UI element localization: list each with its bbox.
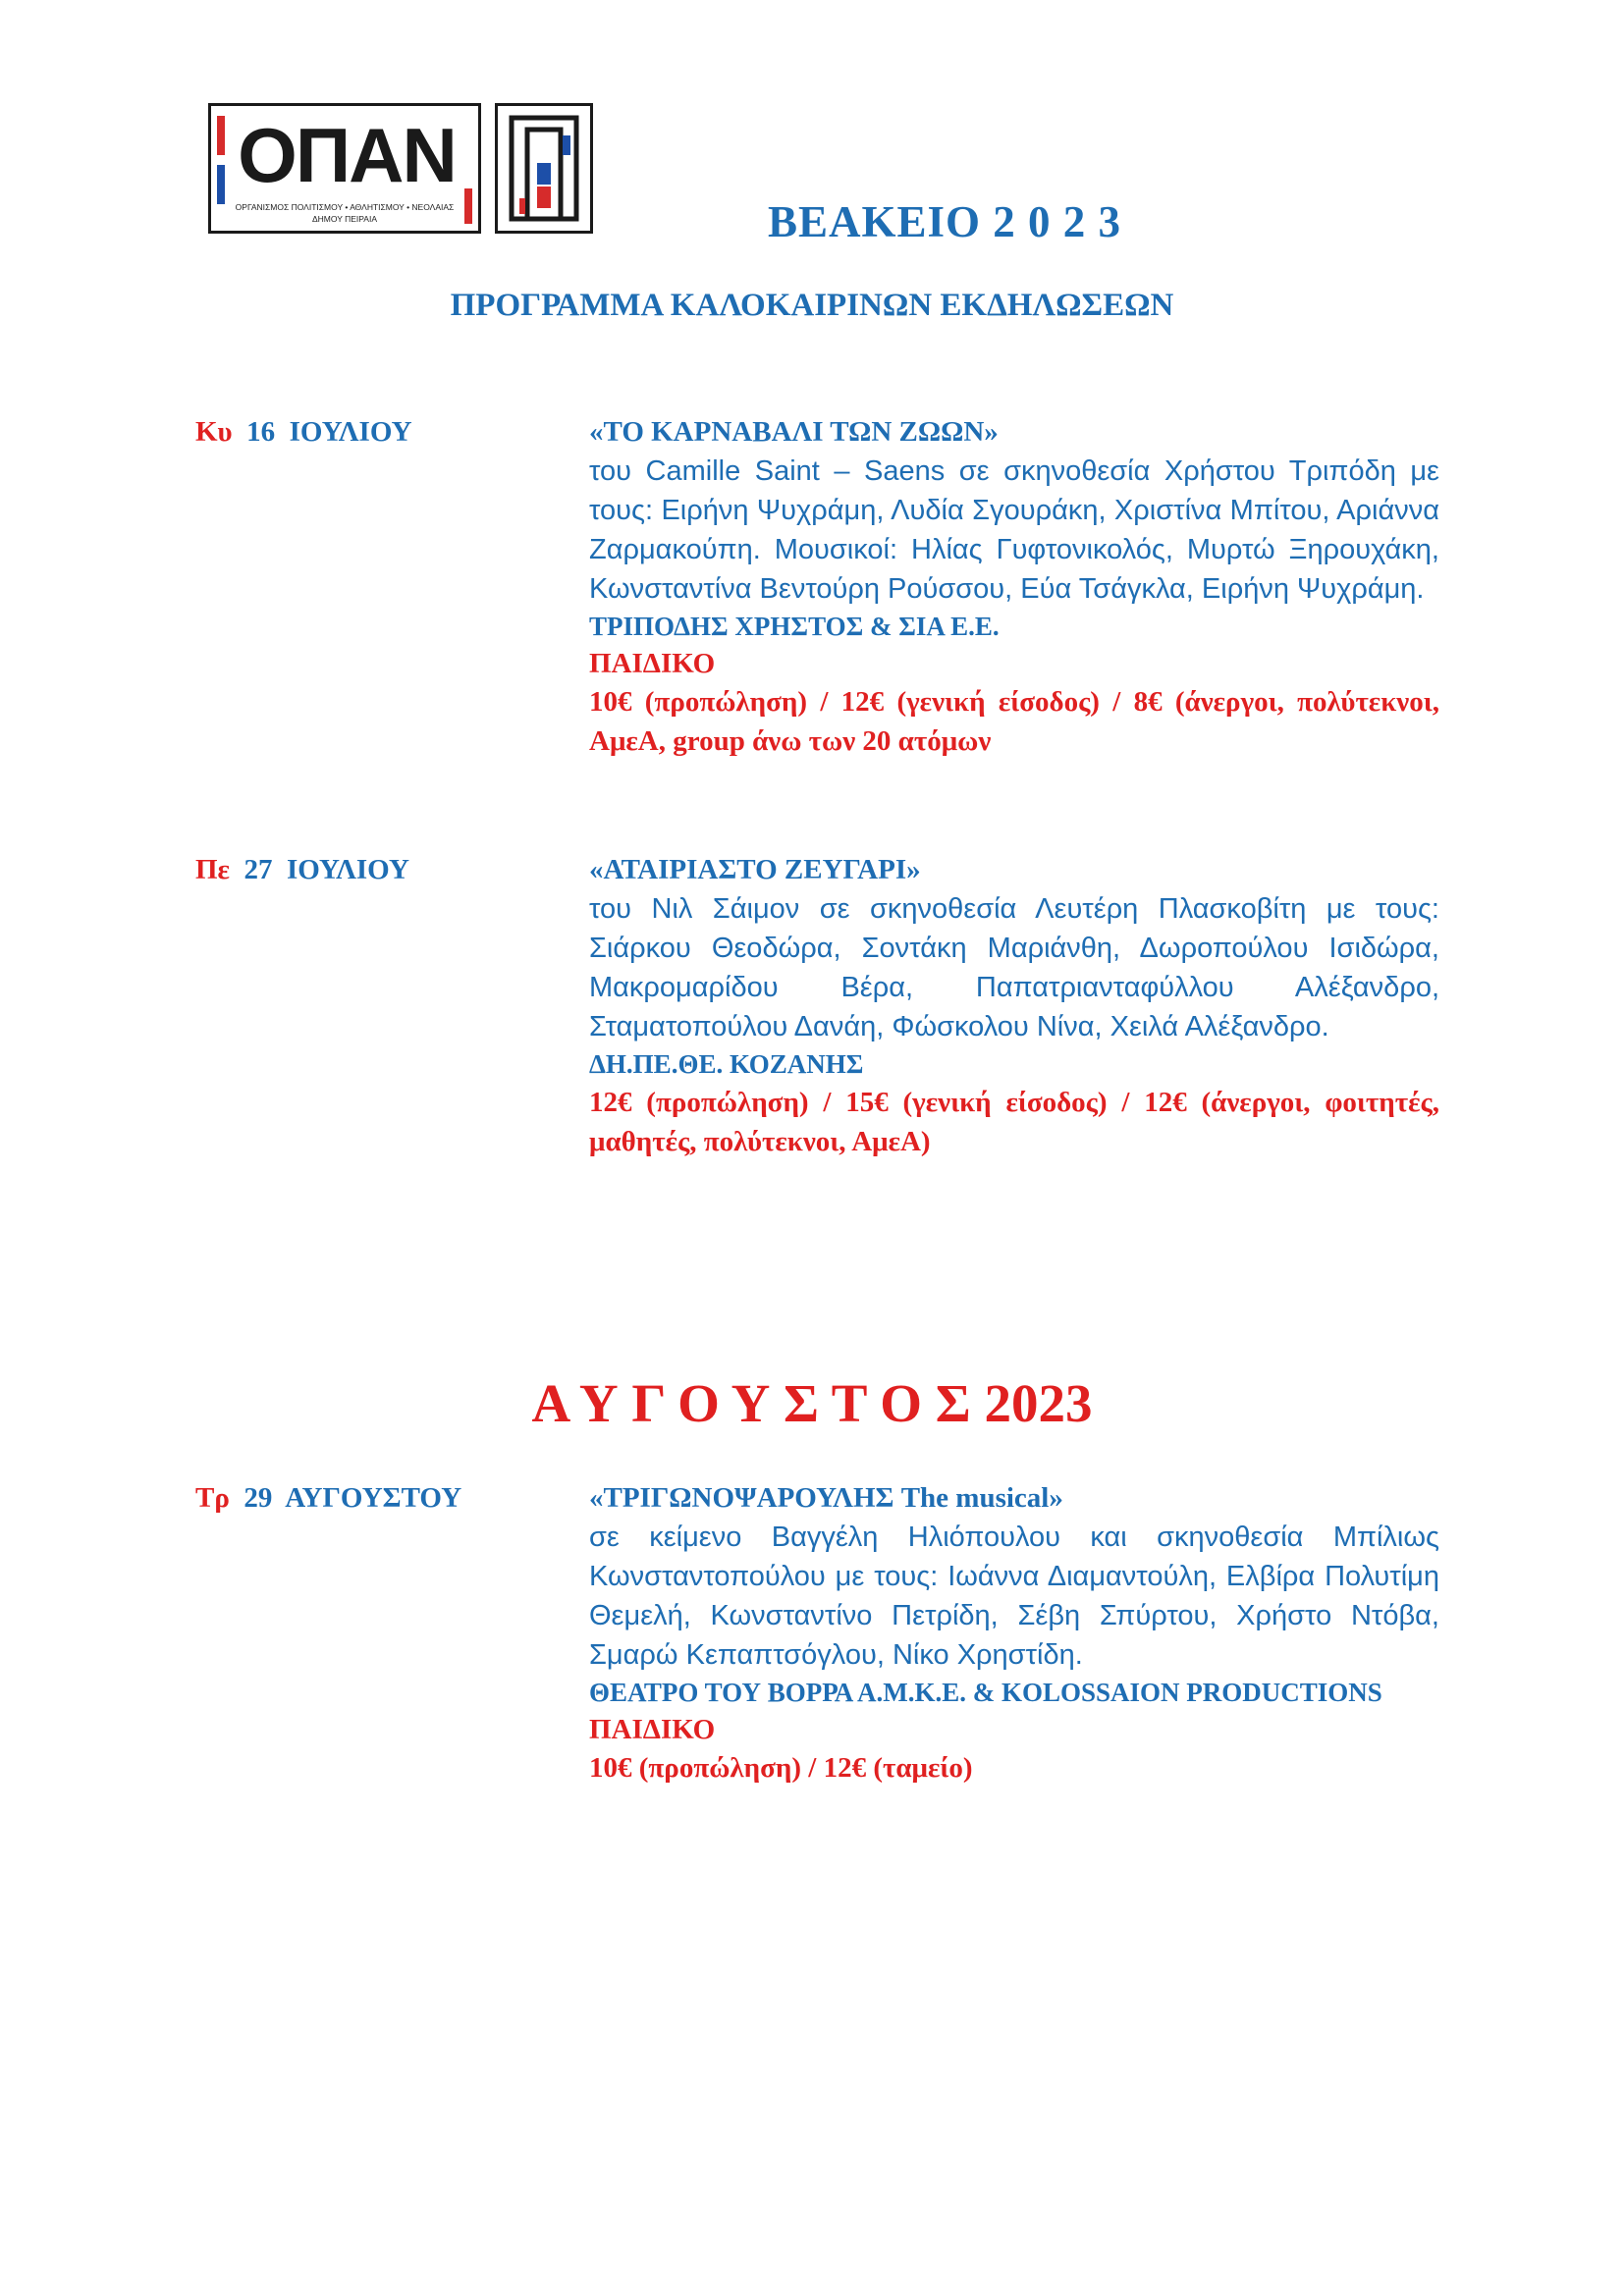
event-day-of-week: Τρ bbox=[195, 1482, 230, 1514]
event-price: 12€ (προπώληση) / 15€ (γενική είσοδος) / 12€ (άνεργοι, φοιτητές, μαθητές, πολύτεκνοι, ΑμεΑ) bbox=[589, 1087, 1439, 1157]
logo-stripe bbox=[217, 116, 225, 155]
event-date-label: 27 ΙΟΥΛΙΟΥ bbox=[244, 854, 409, 885]
logo-subtitle: ΔΗΜΟΥ ΠΕΙΡΑΙΑ bbox=[311, 214, 378, 224]
event-title: «ΑΤΑΙΡΙΑΣΤΟ ΖΕΥΓΑΡΙ» bbox=[589, 854, 921, 885]
event-producer: ΔΗ.ΠΕ.ΘΕ. ΚΟΖΑΝΗΣ bbox=[589, 1049, 864, 1079]
event-price: 10€ (προπώληση) / 12€ (ταμείο) bbox=[589, 1752, 973, 1784]
event-producer: ΘΕΑΤΡΟ ΤΟΥ ΒΟΡΡΑ Α.Μ.Κ.Ε. & KOLOSSAION PRODUCTIONS bbox=[589, 1678, 1382, 1707]
event-tag: ΠΑΙΔΙΚΟ bbox=[589, 1714, 716, 1745]
event-date bbox=[195, 416, 412, 449]
event-body bbox=[589, 850, 1439, 1161]
event-date bbox=[195, 1482, 461, 1515]
logo-subtitle: ΟΡΓΑΝΙΣΜΟΣ ΠΟΛΙΤΙΣΜΟΥ • ΑΘΛΗΤΙΣΜΟΥ • ΝΕΟΛΑΙΑΣ bbox=[235, 202, 455, 212]
page-subtitle: ΠΡΟΓΡΑΜΜΑ ΚΑΛΟΚΑΙΡΙΝΩΝ ΕΚΔΗΛΩΣΕΩΝ bbox=[450, 288, 1174, 323]
month-heading: Α Υ Γ Ο Υ Σ Τ Ο Σ 2023 bbox=[531, 1373, 1093, 1433]
event-price: 10€ (προπώληση) / 12€ (γενική είσοδος) / 8€ (άνεργοι, πολύτεκνοι, ΑμεΑ, group άνω των 20 ατόμων bbox=[589, 686, 1439, 757]
event-title: «ΤΡΙΓΩΝΟΨΑΡΟΥΛΗΣ The musical» bbox=[589, 1482, 1063, 1514]
event-day-of-week: Κυ bbox=[195, 416, 233, 448]
page-title: ΒΕΑΚΕΙΟ 2 0 2 3 bbox=[767, 197, 1122, 246]
event-date-label: 29 ΑΥΓΟΥΣΤΟΥ bbox=[244, 1482, 462, 1514]
event-date bbox=[195, 854, 409, 886]
event-producer: ΤΡΙΠΟΔΗΣ ΧΡΗΣΤΟΣ & ΣΙΑ Ε.Ε. bbox=[589, 612, 1000, 641]
event-title: «ΤΟ ΚΑΡΝΑΒΑΛΙ ΤΩΝ ΖΩΩΝ» bbox=[589, 416, 999, 448]
event-day-of-week: Πε bbox=[195, 854, 230, 885]
event-body bbox=[589, 1478, 1439, 1788]
event-date-label: 16 ΙΟΥΛΙΟΥ bbox=[246, 416, 412, 448]
event-description: του Νιλ Σάιμον σε σκηνοθεσία Λευτέρη Πλασκοβίτη με τους: Σιάρκου Θεοδώρα, Σοντάκη Μαριάνθη, Δωροπούλου Ισιδώρα, Μακρομαρίδου Βέρα, Παπατριανταφύλλου Αλέξανδρο, Σταματοπούλου Δανάη, Φώσκολου Νίνα, Χειλά Αλέξανδρο. bbox=[589, 893, 1439, 1042]
event-description: του Camille Saint – Saens σε σκηνοθεσία Χρήστου Τριπόδη με τους: Ειρήνη Ψυχράμη, Λυδία Σγουράκη, Χριστίνα Μπίτου, Αριάννα Ζαρμακούπη. Μουσικοί: Ηλίας Γυφτονικολός, Μυρτώ Ξηρουχάκη, Κωνσταντίνα Βεντούρη Ρούσσου, Εύα Τσάγκλα, Ειρήνη Ψυχράμη. bbox=[589, 455, 1439, 605]
logo-wordmark: ΟΠΑΝ bbox=[238, 112, 456, 198]
event-description: σε κείμενο Βαγγέλη Ηλιόπουλου και σκηνοθεσία Μπίλιως Κωνσταντοπούλου με τους: Ιωάννα Διαμαντούλη, Ελβίρα Πολυτίμη Θεμελή, Κωνσταντίνο Πετρίδη, Σέβη Σπύρτου, Χρήστο Ντόβα, Σμαρώ Κεπαπτσόγλου, Νίκο Χρηστίδη. bbox=[589, 1522, 1439, 1671]
event-body bbox=[589, 412, 1439, 761]
event-tag: ΠΑΙΔΙΚΟ bbox=[589, 648, 716, 679]
